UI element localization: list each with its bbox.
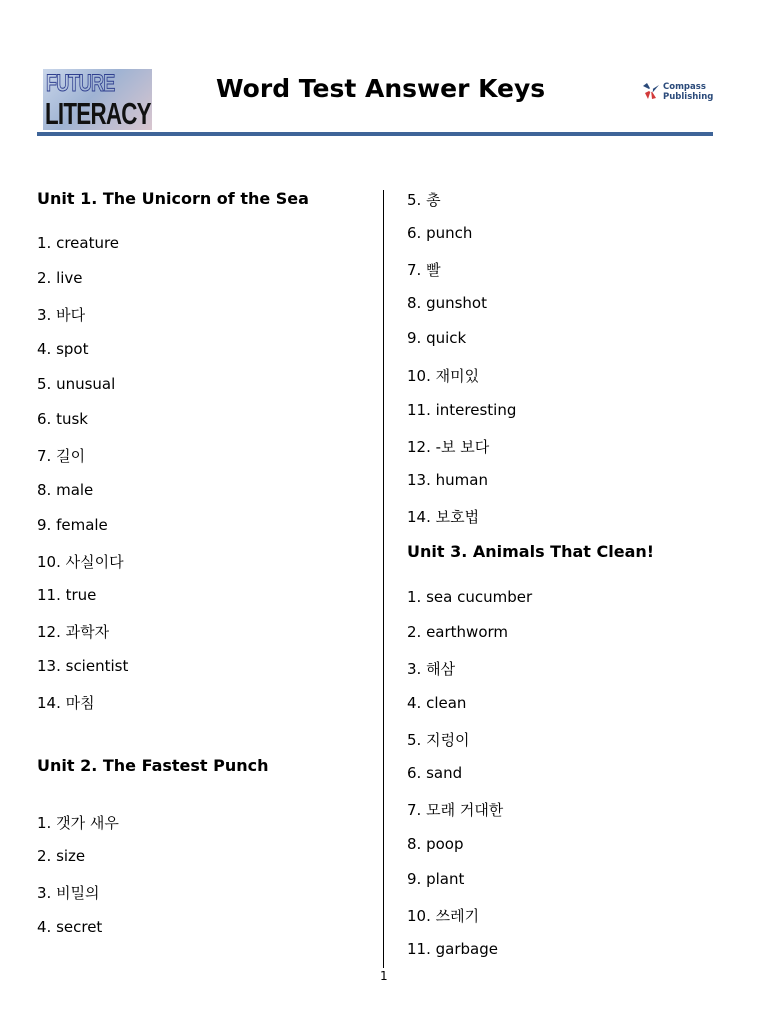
unit1-item: 12. 과학자 <box>37 623 110 641</box>
compass-publishing-logo <box>640 80 714 104</box>
unit3-heading: Unit 3. Animals That Clean! <box>407 542 655 561</box>
unit2-item: 13. human <box>407 471 488 489</box>
future-literacy-logo <box>43 69 152 130</box>
unit1-item: 8. male <box>37 481 94 499</box>
unit2-item: 9. quick <box>407 329 467 347</box>
logo-line-future: FUTURE <box>46 70 115 97</box>
unit2-item: 5. 총 <box>407 191 441 209</box>
unit1-item: 13. scientist <box>37 657 129 675</box>
unit3-item: 3. 해삼 <box>407 660 456 678</box>
unit3-item: 7. 모래 거대한 <box>407 801 504 819</box>
unit3-item: 1. sea cucumber <box>407 588 533 606</box>
unit2-item: 14. 보호법 <box>407 508 480 526</box>
compass-publishing-text <box>663 82 713 102</box>
unit3-item: 6. sand <box>407 764 463 782</box>
unit1-item: 6. tusk <box>37 410 88 428</box>
unit2-item: 10. 재미있 <box>407 367 480 385</box>
unit1-item: 14. 마침 <box>37 694 95 712</box>
logo-line-compass: Compass <box>663 82 706 92</box>
unit3-item: 4. clean <box>407 694 467 712</box>
unit2-item: 8. gunshot <box>407 294 487 312</box>
unit1-item: 10. 사실이다 <box>37 553 124 571</box>
unit1-item: 11. true <box>37 586 97 604</box>
unit2-item: 6. punch <box>407 224 473 242</box>
header-rule <box>37 132 713 136</box>
unit3-item: 5. 지렁이 <box>407 731 470 749</box>
unit3-item: 10. 쓰레기 <box>407 907 480 925</box>
unit1-heading: Unit 1. The Unicorn of the Sea <box>37 189 309 208</box>
unit1-item: 3. 바다 <box>37 306 86 324</box>
unit1-item: 2. live <box>37 269 83 287</box>
page-title: Word Test Answer Keys <box>216 74 546 103</box>
logo-line-publishing: Publishing <box>663 92 714 102</box>
unit3-item: 2. earthworm <box>407 623 509 641</box>
unit1-item: 4. spot <box>37 340 89 358</box>
unit1-item: 9. female <box>37 516 108 534</box>
unit1-item: 5. unusual <box>37 375 116 393</box>
column-divider <box>383 190 384 968</box>
unit2-item: 3. 비밀의 <box>37 884 100 902</box>
unit3-item: 8. poop <box>407 835 464 853</box>
page-number: 1 <box>380 969 388 983</box>
unit2-heading: Unit 2. The Fastest Punch <box>37 756 269 775</box>
unit3-item: 9. plant <box>407 870 465 888</box>
logo-line-literacy: LITERACY <box>45 96 151 130</box>
unit1-item: 1. creature <box>37 234 120 252</box>
unit2-item: 4. secret <box>37 918 103 936</box>
unit2-item: 2. size <box>37 847 86 865</box>
unit2-item: 7. 빨 <box>407 261 441 279</box>
unit1-item: 7. 길이 <box>37 447 86 465</box>
compass-star-icon <box>640 80 662 102</box>
unit2-item: 1. 갯가 새우 <box>37 814 119 832</box>
unit2-item: 11. interesting <box>407 401 517 419</box>
unit2-item: 12. -보 보다 <box>407 438 490 456</box>
unit3-item: 11. garbage <box>407 940 498 958</box>
